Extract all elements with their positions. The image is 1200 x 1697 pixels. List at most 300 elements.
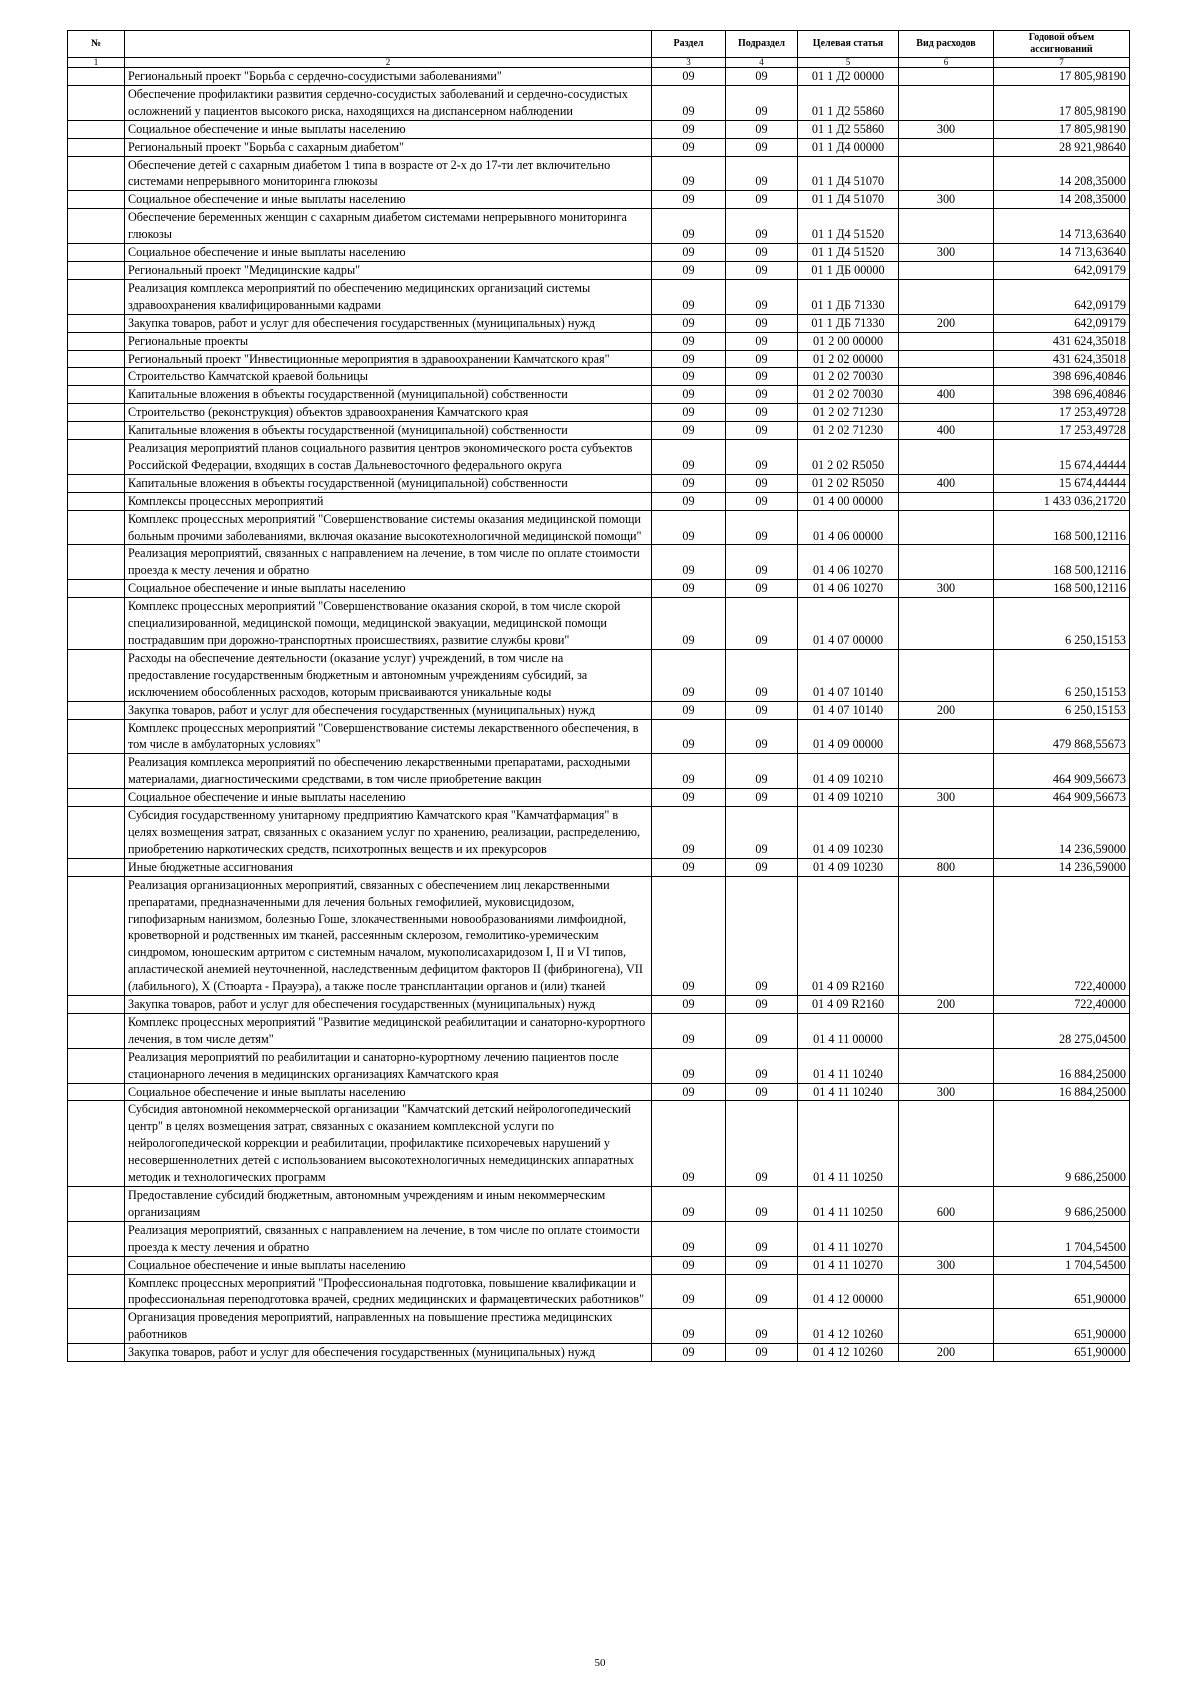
expense-type-code — [899, 719, 994, 754]
table-row — [68, 510, 1130, 545]
table-row — [68, 858, 1130, 876]
razdel-code: 09 — [652, 156, 726, 191]
target-article-code: 01 4 09 10230 — [798, 858, 899, 876]
expense-type-code: 300 — [899, 1256, 994, 1274]
target-article-code: 01 4 07 00000 — [798, 598, 899, 650]
target-article-code: 01 2 02 R5050 — [798, 474, 899, 492]
table-row — [68, 350, 1130, 368]
annual-amount: 479 868,55673 — [994, 719, 1130, 754]
target-article-code: 01 4 11 10270 — [798, 1256, 899, 1274]
table-row — [68, 138, 1130, 156]
annual-amount: 642,09179 — [994, 261, 1130, 279]
annual-amount: 6 250,15153 — [994, 701, 1130, 719]
expense-type-code: 300 — [899, 191, 994, 209]
podrazdel-code: 09 — [726, 1187, 798, 1222]
row-number — [68, 1013, 125, 1048]
table-row — [68, 1013, 1130, 1048]
item-name: Комплекс процессных мероприятий "Совершенствование системы оказания медицинской помощи больным прочими заболеваниями, включая оказание высокотехнологичной медицинской помощи" — [125, 510, 652, 545]
podrazdel-code: 09 — [726, 789, 798, 807]
razdel-code: 09 — [652, 510, 726, 545]
podrazdel-code: 09 — [726, 598, 798, 650]
annual-amount: 464 909,56673 — [994, 754, 1130, 789]
podrazdel-code: 09 — [726, 68, 798, 86]
podrazdel-code: 09 — [726, 754, 798, 789]
annual-amount: 17 805,98190 — [994, 120, 1130, 138]
target-article-code: 01 4 11 10240 — [798, 1083, 899, 1101]
target-article-code: 01 2 00 00000 — [798, 332, 899, 350]
table-body — [68, 68, 1130, 1362]
podrazdel-code: 09 — [726, 120, 798, 138]
annual-amount: 16 884,25000 — [994, 1048, 1130, 1083]
annual-amount: 15 674,44444 — [994, 440, 1130, 475]
target-article-code: 01 2 02 70030 — [798, 368, 899, 386]
table-row — [68, 404, 1130, 422]
expense-type-code — [899, 598, 994, 650]
podrazdel-code: 09 — [726, 1083, 798, 1101]
expense-type-code — [899, 510, 994, 545]
podrazdel-code: 09 — [726, 649, 798, 701]
item-name: Реализация мероприятий планов социального развития центров экономического роста субъектов Российской Федерации, входящих в состав Дальневосточного федерального округа — [125, 440, 652, 475]
target-article-code: 01 1 Д4 51520 — [798, 244, 899, 262]
razdel-code: 09 — [652, 876, 726, 995]
item-name: Обеспечение профилактики развития сердечно-сосудистых заболеваний и сердечно-сосудистых осложнений у пациентов высокого риска, находящихся на диспансерном наблюдении — [125, 85, 652, 120]
table-row — [68, 440, 1130, 475]
annual-amount: 17 253,49728 — [994, 422, 1130, 440]
podrazdel-code: 09 — [726, 492, 798, 510]
razdel-code: 09 — [652, 1309, 726, 1344]
annual-amount: 17 805,98190 — [994, 85, 1130, 120]
razdel-code: 09 — [652, 314, 726, 332]
row-number — [68, 261, 125, 279]
annual-amount: 168 500,12116 — [994, 545, 1130, 580]
item-name: Комплекс процессных мероприятий "Совершенствование оказания скорой, в том числе скорой специализированной, медицинской помощи, медицинской эвакуации, медицинской помощи пострадавшим при дорожно-транспортных происшествиях, развитие службы крови" — [125, 598, 652, 650]
header-row — [68, 31, 1130, 58]
podrazdel-code: 09 — [726, 1274, 798, 1309]
expense-type-code: 300 — [899, 789, 994, 807]
table-row — [68, 807, 1130, 859]
target-article-code: 01 1 Д4 51070 — [798, 191, 899, 209]
razdel-code: 09 — [652, 1187, 726, 1222]
target-article-code: 01 4 06 10270 — [798, 580, 899, 598]
row-number — [68, 1221, 125, 1256]
annual-amount: 14 208,35000 — [994, 156, 1130, 191]
target-article-code: 01 1 Д4 00000 — [798, 138, 899, 156]
razdel-code: 09 — [652, 1101, 726, 1187]
item-name: Субсидия государственному унитарному предприятию Камчатского края "Камчатфармация" в целях возмещения затрат, связанных с оказанием услуг по хранению, реализации, распределению, приобретению наркотических средств, психотропных веществ и их прекурсоров — [125, 807, 652, 859]
podrazdel-code: 09 — [726, 261, 798, 279]
podrazdel-code: 09 — [726, 580, 798, 598]
row-number — [68, 1256, 125, 1274]
razdel-code: 09 — [652, 807, 726, 859]
item-name: Закупка товаров, работ и услуг для обеспечения государственных (муниципальных) нужд — [125, 701, 652, 719]
target-article-code: 01 2 02 R5050 — [798, 440, 899, 475]
annual-amount: 168 500,12116 — [994, 580, 1130, 598]
podrazdel-code: 09 — [726, 138, 798, 156]
expense-type-code — [899, 1274, 994, 1309]
podrazdel-code: 09 — [726, 474, 798, 492]
podrazdel-code: 09 — [726, 545, 798, 580]
item-name: Комплекс процессных мероприятий "Профессиональная подготовка, повышение квалификации и профессиональная переподготовка врачей, средних медицинских и фармацевтических работников" — [125, 1274, 652, 1309]
item-name: Реализация комплекса мероприятий по обеспечению медицинских организаций системы здравоохранения квалифицированными кадрами — [125, 279, 652, 314]
annual-amount: 1 433 036,21720 — [994, 492, 1130, 510]
razdel-code: 09 — [652, 545, 726, 580]
table-row — [68, 156, 1130, 191]
podrazdel-code: 09 — [726, 440, 798, 475]
target-article-code: 01 2 02 00000 — [798, 350, 899, 368]
item-name: Обеспечение детей с сахарным диабетом 1 типа в возрасте от 2-х до 17-ти лет включительно системами непрерывного мониторинга глюкозы — [125, 156, 652, 191]
podrazdel-code: 09 — [726, 314, 798, 332]
row-number — [68, 580, 125, 598]
header-expense-type: Вид расходов — [899, 31, 994, 58]
target-article-code: 01 4 11 10270 — [798, 1221, 899, 1256]
annual-amount: 6 250,15153 — [994, 598, 1130, 650]
row-number — [68, 1083, 125, 1101]
razdel-code: 09 — [652, 1344, 726, 1362]
row-number — [68, 1344, 125, 1362]
item-name: Социальное обеспечение и иные выплаты населению — [125, 191, 652, 209]
annual-amount: 17 253,49728 — [994, 404, 1130, 422]
table-row — [68, 1101, 1130, 1187]
column-number: 3 — [652, 58, 726, 68]
item-name: Региональный проект "Борьба с сердечно-сосудистыми заболеваниями" — [125, 68, 652, 86]
razdel-code: 09 — [652, 598, 726, 650]
razdel-code: 09 — [652, 1048, 726, 1083]
razdel-code: 09 — [652, 138, 726, 156]
target-article-code: 01 1 ДБ 71330 — [798, 279, 899, 314]
table-row — [68, 279, 1130, 314]
target-article-code: 01 2 02 70030 — [798, 386, 899, 404]
expense-type-code: 300 — [899, 244, 994, 262]
target-article-code: 01 4 06 00000 — [798, 510, 899, 545]
row-number — [68, 85, 125, 120]
target-article-code: 01 4 11 10240 — [798, 1048, 899, 1083]
expense-type-code: 300 — [899, 1083, 994, 1101]
razdel-code: 09 — [652, 386, 726, 404]
budget-table-sheet — [67, 30, 1129, 1362]
annual-amount: 642,09179 — [994, 314, 1130, 332]
target-article-code: 01 2 02 71230 — [798, 404, 899, 422]
item-name: Реализация мероприятий по реабилитации и санаторно-курортному лечению пациентов после стационарного лечения в медицинских организациях Камчатского края — [125, 1048, 652, 1083]
podrazdel-code: 09 — [726, 807, 798, 859]
razdel-code: 09 — [652, 440, 726, 475]
item-name: Организация проведения мероприятий, направленных на повышение престижа медицинских работников — [125, 1309, 652, 1344]
column-number: 1 — [68, 58, 125, 68]
razdel-code: 09 — [652, 474, 726, 492]
expense-type-code — [899, 440, 994, 475]
item-name: Реализация комплекса мероприятий по обеспечению лекарственными препаратами, расходными материалами, диагностическими средствами, в том числе приобретение вакцин — [125, 754, 652, 789]
podrazdel-code: 09 — [726, 876, 798, 995]
expense-type-code — [899, 649, 994, 701]
target-article-code: 01 4 09 R2160 — [798, 876, 899, 995]
razdel-code: 09 — [652, 754, 726, 789]
target-article-code: 01 4 09 R2160 — [798, 996, 899, 1014]
razdel-code: 09 — [652, 191, 726, 209]
expense-type-code — [899, 279, 994, 314]
row-number — [68, 404, 125, 422]
target-article-code: 01 1 Д4 51520 — [798, 209, 899, 244]
annual-amount: 14 236,59000 — [994, 807, 1130, 859]
annual-amount: 14 208,35000 — [994, 191, 1130, 209]
razdel-code: 09 — [652, 1221, 726, 1256]
annual-amount: 9 686,25000 — [994, 1187, 1130, 1222]
expense-type-code — [899, 368, 994, 386]
podrazdel-code: 09 — [726, 996, 798, 1014]
podrazdel-code: 09 — [726, 1221, 798, 1256]
razdel-code: 09 — [652, 244, 726, 262]
target-article-code: 01 4 09 10230 — [798, 807, 899, 859]
table-row — [68, 368, 1130, 386]
expense-type-code: 300 — [899, 120, 994, 138]
podrazdel-code: 09 — [726, 719, 798, 754]
razdel-code: 09 — [652, 68, 726, 86]
podrazdel-code: 09 — [726, 1309, 798, 1344]
row-number — [68, 1309, 125, 1344]
column-number: 4 — [726, 58, 798, 68]
expense-type-code — [899, 754, 994, 789]
item-name: Региональный проект "Инвестиционные мероприятия в здравоохранении Камчатского края" — [125, 350, 652, 368]
expense-type-code: 800 — [899, 858, 994, 876]
annual-amount: 17 805,98190 — [994, 68, 1130, 86]
table-row — [68, 120, 1130, 138]
expense-type-code — [899, 68, 994, 86]
row-number — [68, 754, 125, 789]
annual-amount: 642,09179 — [994, 279, 1130, 314]
budget-table — [67, 30, 1130, 1362]
annual-amount: 1 704,54500 — [994, 1256, 1130, 1274]
expense-type-code — [899, 545, 994, 580]
expense-type-code: 300 — [899, 580, 994, 598]
row-number — [68, 350, 125, 368]
annual-amount: 168 500,12116 — [994, 510, 1130, 545]
table-row — [68, 474, 1130, 492]
expense-type-code — [899, 209, 994, 244]
podrazdel-code: 09 — [726, 85, 798, 120]
razdel-code: 09 — [652, 332, 726, 350]
razdel-code: 09 — [652, 85, 726, 120]
podrazdel-code: 09 — [726, 1101, 798, 1187]
annual-amount: 464 909,56673 — [994, 789, 1130, 807]
podrazdel-code: 09 — [726, 244, 798, 262]
header-podrazdel: Подраздел — [726, 31, 798, 58]
table-row — [68, 1083, 1130, 1101]
item-name: Социальное обеспечение и иные выплаты населению — [125, 244, 652, 262]
table-row — [68, 1256, 1130, 1274]
item-name: Закупка товаров, работ и услуг для обеспечения государственных (муниципальных) нужд — [125, 1344, 652, 1362]
item-name: Реализация организационных мероприятий, связанных с обеспечением лиц лекарственными препаратами, предназначенными для лечения больных гемофилией, муковисцидозом, гипофизарным нанизмом, болезнью Гоше, злокачественными новообразованиями лимфоидной, кроветворной и родственных им тканей, рассеянным склерозом, гемолитико-уремическим синдромом, юношеским артритом с системным началом, мукополисахаридозом I, II и VI типов, апластической анемией неуточненной, наследственным дефицитом факторов II (фибриногена), VII (лабильного), X (Стюарта - Прауэра), а также после трансплантации органов и (или) тканей — [125, 876, 652, 995]
target-article-code: 01 4 09 10210 — [798, 789, 899, 807]
expense-type-code — [899, 1048, 994, 1083]
razdel-code: 09 — [652, 1256, 726, 1274]
annual-amount: 431 624,35018 — [994, 350, 1130, 368]
target-article-code: 01 4 11 10250 — [798, 1101, 899, 1187]
table-row — [68, 244, 1130, 262]
expense-type-code: 200 — [899, 996, 994, 1014]
row-number — [68, 120, 125, 138]
header-razdel: Раздел — [652, 31, 726, 58]
expense-type-code: 400 — [899, 386, 994, 404]
page-number: 50 — [594, 1657, 606, 1669]
row-number — [68, 244, 125, 262]
expense-type-code: 600 — [899, 1187, 994, 1222]
expense-type-code — [899, 1309, 994, 1344]
razdel-code: 09 — [652, 858, 726, 876]
expense-type-code — [899, 404, 994, 422]
table-row — [68, 580, 1130, 598]
column-number: 7 — [994, 58, 1130, 68]
target-article-code: 01 1 ДБ 00000 — [798, 261, 899, 279]
table-row — [68, 719, 1130, 754]
expense-type-code: 200 — [899, 701, 994, 719]
expense-type-code — [899, 350, 994, 368]
target-article-code: 01 1 ДБ 71330 — [798, 314, 899, 332]
expense-type-code — [899, 807, 994, 859]
header-annual-amount: Годовой объем ассигнований — [994, 31, 1130, 58]
table-row — [68, 789, 1130, 807]
item-name: Социальное обеспечение и иные выплаты населению — [125, 1083, 652, 1101]
target-article-code: 01 1 Д2 55860 — [798, 120, 899, 138]
podrazdel-code: 09 — [726, 209, 798, 244]
razdel-code: 09 — [652, 279, 726, 314]
table-row — [68, 386, 1130, 404]
row-number — [68, 474, 125, 492]
razdel-code: 09 — [652, 422, 726, 440]
row-number — [68, 1101, 125, 1187]
annual-amount: 722,40000 — [994, 876, 1130, 995]
table-row — [68, 314, 1130, 332]
expense-type-code: 200 — [899, 1344, 994, 1362]
expense-type-code — [899, 1101, 994, 1187]
item-name: Капитальные вложения в объекты государственной (муниципальной) собственности — [125, 386, 652, 404]
target-article-code: 01 2 02 71230 — [798, 422, 899, 440]
row-number — [68, 598, 125, 650]
column-number: 2 — [125, 58, 652, 68]
table-row — [68, 1344, 1130, 1362]
row-number — [68, 1048, 125, 1083]
annual-amount: 398 696,40846 — [994, 386, 1130, 404]
item-name: Обеспечение беременных женщин с сахарным диабетом системами непрерывного мониторинга глюкозы — [125, 209, 652, 244]
item-name: Комплекс процессных мероприятий "Совершенствование системы лекарственного обеспечения, в том числе в амбулаторных условиях" — [125, 719, 652, 754]
row-number — [68, 368, 125, 386]
row-number — [68, 1274, 125, 1309]
item-name: Иные бюджетные ассигнования — [125, 858, 652, 876]
table-row — [68, 1048, 1130, 1083]
target-article-code: 01 1 Д2 55860 — [798, 85, 899, 120]
annual-amount: 651,90000 — [994, 1309, 1130, 1344]
column-number-row — [68, 58, 1130, 68]
podrazdel-code: 09 — [726, 1344, 798, 1362]
podrazdel-code: 09 — [726, 1256, 798, 1274]
row-number — [68, 279, 125, 314]
target-article-code: 01 4 12 00000 — [798, 1274, 899, 1309]
annual-amount: 651,90000 — [994, 1274, 1130, 1309]
item-name: Комплекс процессных мероприятий "Развитие медицинской реабилитации и санаторно-курортного лечения, в том числе детям" — [125, 1013, 652, 1048]
table-row — [68, 1187, 1130, 1222]
table-row — [68, 754, 1130, 789]
item-name: Региональный проект "Медицинские кадры" — [125, 261, 652, 279]
item-name: Комплексы процессных мероприятий — [125, 492, 652, 510]
target-article-code: 01 4 09 00000 — [798, 719, 899, 754]
header-number: № — [68, 31, 125, 58]
expense-type-code: 400 — [899, 474, 994, 492]
item-name: Социальное обеспечение и иные выплаты населению — [125, 789, 652, 807]
table-row — [68, 598, 1130, 650]
podrazdel-code: 09 — [726, 1048, 798, 1083]
header-target-article: Целевая статья — [798, 31, 899, 58]
item-name: Реализация мероприятий, связанных с направлением на лечение, в том числе по оплате стоимости проезда к месту лечения и обратно — [125, 545, 652, 580]
expense-type-code: 400 — [899, 422, 994, 440]
podrazdel-code: 09 — [726, 368, 798, 386]
razdel-code: 09 — [652, 368, 726, 386]
podrazdel-code: 09 — [726, 1013, 798, 1048]
item-name: Строительство (реконструкция) объектов здравоохранения Камчатского края — [125, 404, 652, 422]
row-number — [68, 440, 125, 475]
podrazdel-code: 09 — [726, 279, 798, 314]
column-number: 5 — [798, 58, 899, 68]
razdel-code: 09 — [652, 492, 726, 510]
podrazdel-code: 09 — [726, 858, 798, 876]
table-row — [68, 1274, 1130, 1309]
table-row — [68, 68, 1130, 86]
annual-amount: 14 713,63640 — [994, 244, 1130, 262]
table-row — [68, 701, 1130, 719]
expense-type-code — [899, 261, 994, 279]
row-number — [68, 422, 125, 440]
row-number — [68, 719, 125, 754]
item-name: Расходы на обеспечение деятельности (оказание услуг) учреждений, в том числе на предоставление государственным бюджетным и автономным учреждениям субсидий, за исключением обособленных расходов, которым присваиваются уникальные коды — [125, 649, 652, 701]
table-row — [68, 876, 1130, 995]
annual-amount: 28 921,98640 — [994, 138, 1130, 156]
row-number — [68, 386, 125, 404]
target-article-code: 01 4 12 10260 — [798, 1344, 899, 1362]
row-number — [68, 156, 125, 191]
row-number — [68, 209, 125, 244]
row-number — [68, 510, 125, 545]
row-number — [68, 649, 125, 701]
item-name: Закупка товаров, работ и услуг для обеспечения государственных (муниципальных) нужд — [125, 314, 652, 332]
razdel-code: 09 — [652, 1013, 726, 1048]
table-row — [68, 649, 1130, 701]
razdel-code: 09 — [652, 1083, 726, 1101]
target-article-code: 01 4 00 00000 — [798, 492, 899, 510]
podrazdel-code: 09 — [726, 404, 798, 422]
razdel-code: 09 — [652, 719, 726, 754]
target-article-code: 01 4 07 10140 — [798, 701, 899, 719]
annual-amount: 398 696,40846 — [994, 368, 1130, 386]
item-name: Предоставление субсидий бюджетным, автономным учреждениям и иным некоммерческим организациям — [125, 1187, 652, 1222]
row-number — [68, 701, 125, 719]
annual-amount: 1 704,54500 — [994, 1221, 1130, 1256]
annual-amount: 651,90000 — [994, 1344, 1130, 1362]
item-name: Субсидия автономной некоммерческой организации "Камчатский детский нейрологопедический центр" в целях возмещения затрат, связанных с оказанием комплексной услуги по нейрологопедической коррекции и реабилитации, профилактике психоречевых нарушений у несовершеннолетних детей с использованием высокотехнологичных немедицинских аппаратных методик и технологических программ — [125, 1101, 652, 1187]
target-article-code: 01 4 07 10140 — [798, 649, 899, 701]
row-number — [68, 492, 125, 510]
expense-type-code — [899, 138, 994, 156]
razdel-code: 09 — [652, 350, 726, 368]
item-name: Закупка товаров, работ и услуг для обеспечения государственных (муниципальных) нужд — [125, 996, 652, 1014]
annual-amount: 9 686,25000 — [994, 1101, 1130, 1187]
razdel-code: 09 — [652, 404, 726, 422]
razdel-code: 09 — [652, 120, 726, 138]
annual-amount: 16 884,25000 — [994, 1083, 1130, 1101]
table-row — [68, 191, 1130, 209]
podrazdel-code: 09 — [726, 510, 798, 545]
item-name: Капитальные вложения в объекты государственной (муниципальной) собственности — [125, 474, 652, 492]
expense-type-code — [899, 85, 994, 120]
expense-type-code — [899, 332, 994, 350]
header-name — [125, 31, 652, 58]
annual-amount: 431 624,35018 — [994, 332, 1130, 350]
item-name: Реализация мероприятий, связанных с направлением на лечение, в том числе по оплате стоимости проезда к месту лечения и обратно — [125, 1221, 652, 1256]
